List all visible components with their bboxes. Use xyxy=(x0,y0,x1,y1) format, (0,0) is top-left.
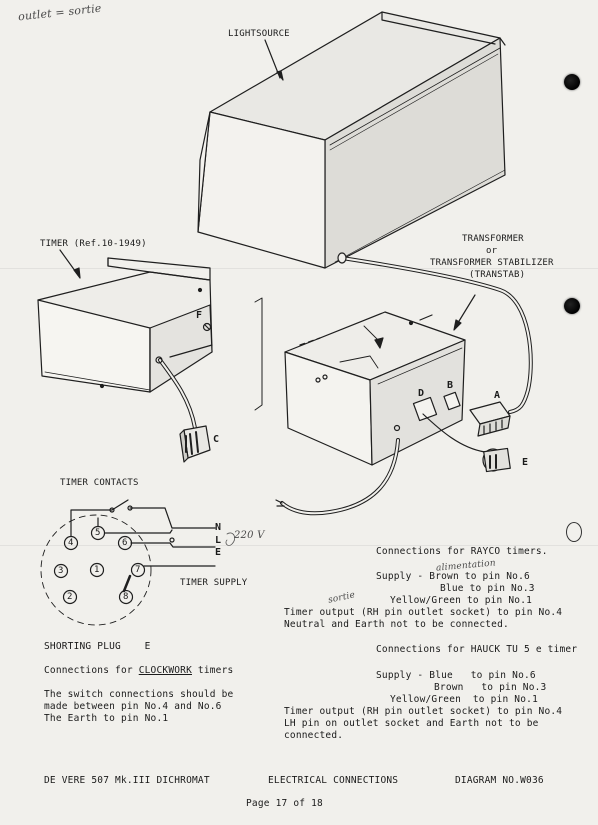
clockwork-line-2: made between pin No.4 and No.6 xyxy=(44,701,222,712)
clockwork-line-1: The switch connections should be xyxy=(44,689,234,700)
hauck-line-3: Yellow/Green to pin No.1 xyxy=(390,694,538,705)
terminal-l: L xyxy=(215,535,222,546)
handwritten-sortie: sortie xyxy=(327,590,357,606)
letter-d: D xyxy=(418,388,425,399)
label-transtab: (TRANSTAB) xyxy=(469,270,526,280)
handwritten-note-top-left: outlet = sortie xyxy=(17,1,103,24)
footer-model: DE VERE 507 Mk.III DICHROMAT xyxy=(44,775,210,786)
rayco-line-5: Neutral and Earth not to be connected. xyxy=(284,619,509,630)
letter-c: C xyxy=(213,434,220,445)
hauck-line-6: connected. xyxy=(284,730,344,741)
clockwork-line-3: The Earth to pin No.1 xyxy=(44,713,169,724)
letter-a: A xyxy=(494,390,501,401)
lightsource-housing xyxy=(198,12,505,268)
label-transformer-or: or xyxy=(486,246,498,256)
handwritten-220v: 220 V xyxy=(234,530,265,541)
plug-e xyxy=(483,448,510,471)
hauck-line-1: Supply - Blue to pin No.6 xyxy=(376,670,536,681)
timer-box xyxy=(38,258,212,392)
terminal-n: N xyxy=(215,522,222,533)
label-transformer: TRANSFORMER xyxy=(462,234,524,244)
footer-title: ELECTRICAL CONNECTIONS xyxy=(268,775,399,786)
letter-b: B xyxy=(447,380,454,391)
pin-label-3: 3 xyxy=(58,566,64,576)
shorting-plug-label: SHORTING PLUG E xyxy=(44,641,151,652)
pin-label-1: 1 xyxy=(94,565,100,575)
rayco-line-3: Yellow/Green to pin No.1 xyxy=(390,595,533,606)
rayco-line-4: Timer output (RH pin outlet socket) to pin No.4 xyxy=(284,607,563,618)
rayco-line-1: Supply - Brown to pin No.6 xyxy=(376,571,530,582)
pin-label-5: 5 xyxy=(95,528,101,538)
label-lightsource: LIGHTSOURCE xyxy=(228,29,290,39)
hauck-heading: Connections for HAUCK TU 5 e timer xyxy=(376,644,578,655)
terminal-e: E xyxy=(215,547,222,558)
socket-a xyxy=(470,402,510,436)
clockwork-heading: Connections for CLOCKWORK timers xyxy=(44,665,234,676)
hauck-line-4: Timer output (RH pin outlet socket) to pin No.4 xyxy=(284,706,563,717)
letter-f: F xyxy=(196,310,203,321)
hauck-line-2: Brown to pin No.3 xyxy=(434,682,547,693)
pin-label-8: 8 xyxy=(123,592,129,602)
label-timer-supply: TIMER SUPPLY xyxy=(180,578,248,588)
letter-e-plug: E xyxy=(522,457,529,468)
transformer-box xyxy=(285,312,465,465)
rayco-line-2: Blue to pin No.3 xyxy=(440,583,535,594)
page-number: Page 17 of 18 xyxy=(246,798,323,809)
pin-label-6: 6 xyxy=(122,538,128,548)
pin-label-2: 2 xyxy=(67,592,73,602)
plug-c xyxy=(180,426,210,462)
handwritten-alimentation: alimentation xyxy=(435,558,497,574)
footer-diagram-number: DIAGRAM NO.W036 xyxy=(455,775,544,786)
label-timer-contacts: TIMER CONTACTS xyxy=(60,478,139,488)
label-timer: TIMER (Ref.10-1949) xyxy=(40,239,147,249)
rayco-heading: Connections for RAYCO timers. xyxy=(376,546,548,557)
pin-label-4: 4 xyxy=(68,538,74,548)
hauck-line-5: LH pin on outlet socket and Earth not to be xyxy=(284,718,539,729)
pin-label-7: 7 xyxy=(135,565,141,575)
pin-schematic xyxy=(41,500,235,625)
label-transformer-stabilizer: TRANSFORMER STABILIZER xyxy=(430,258,554,268)
